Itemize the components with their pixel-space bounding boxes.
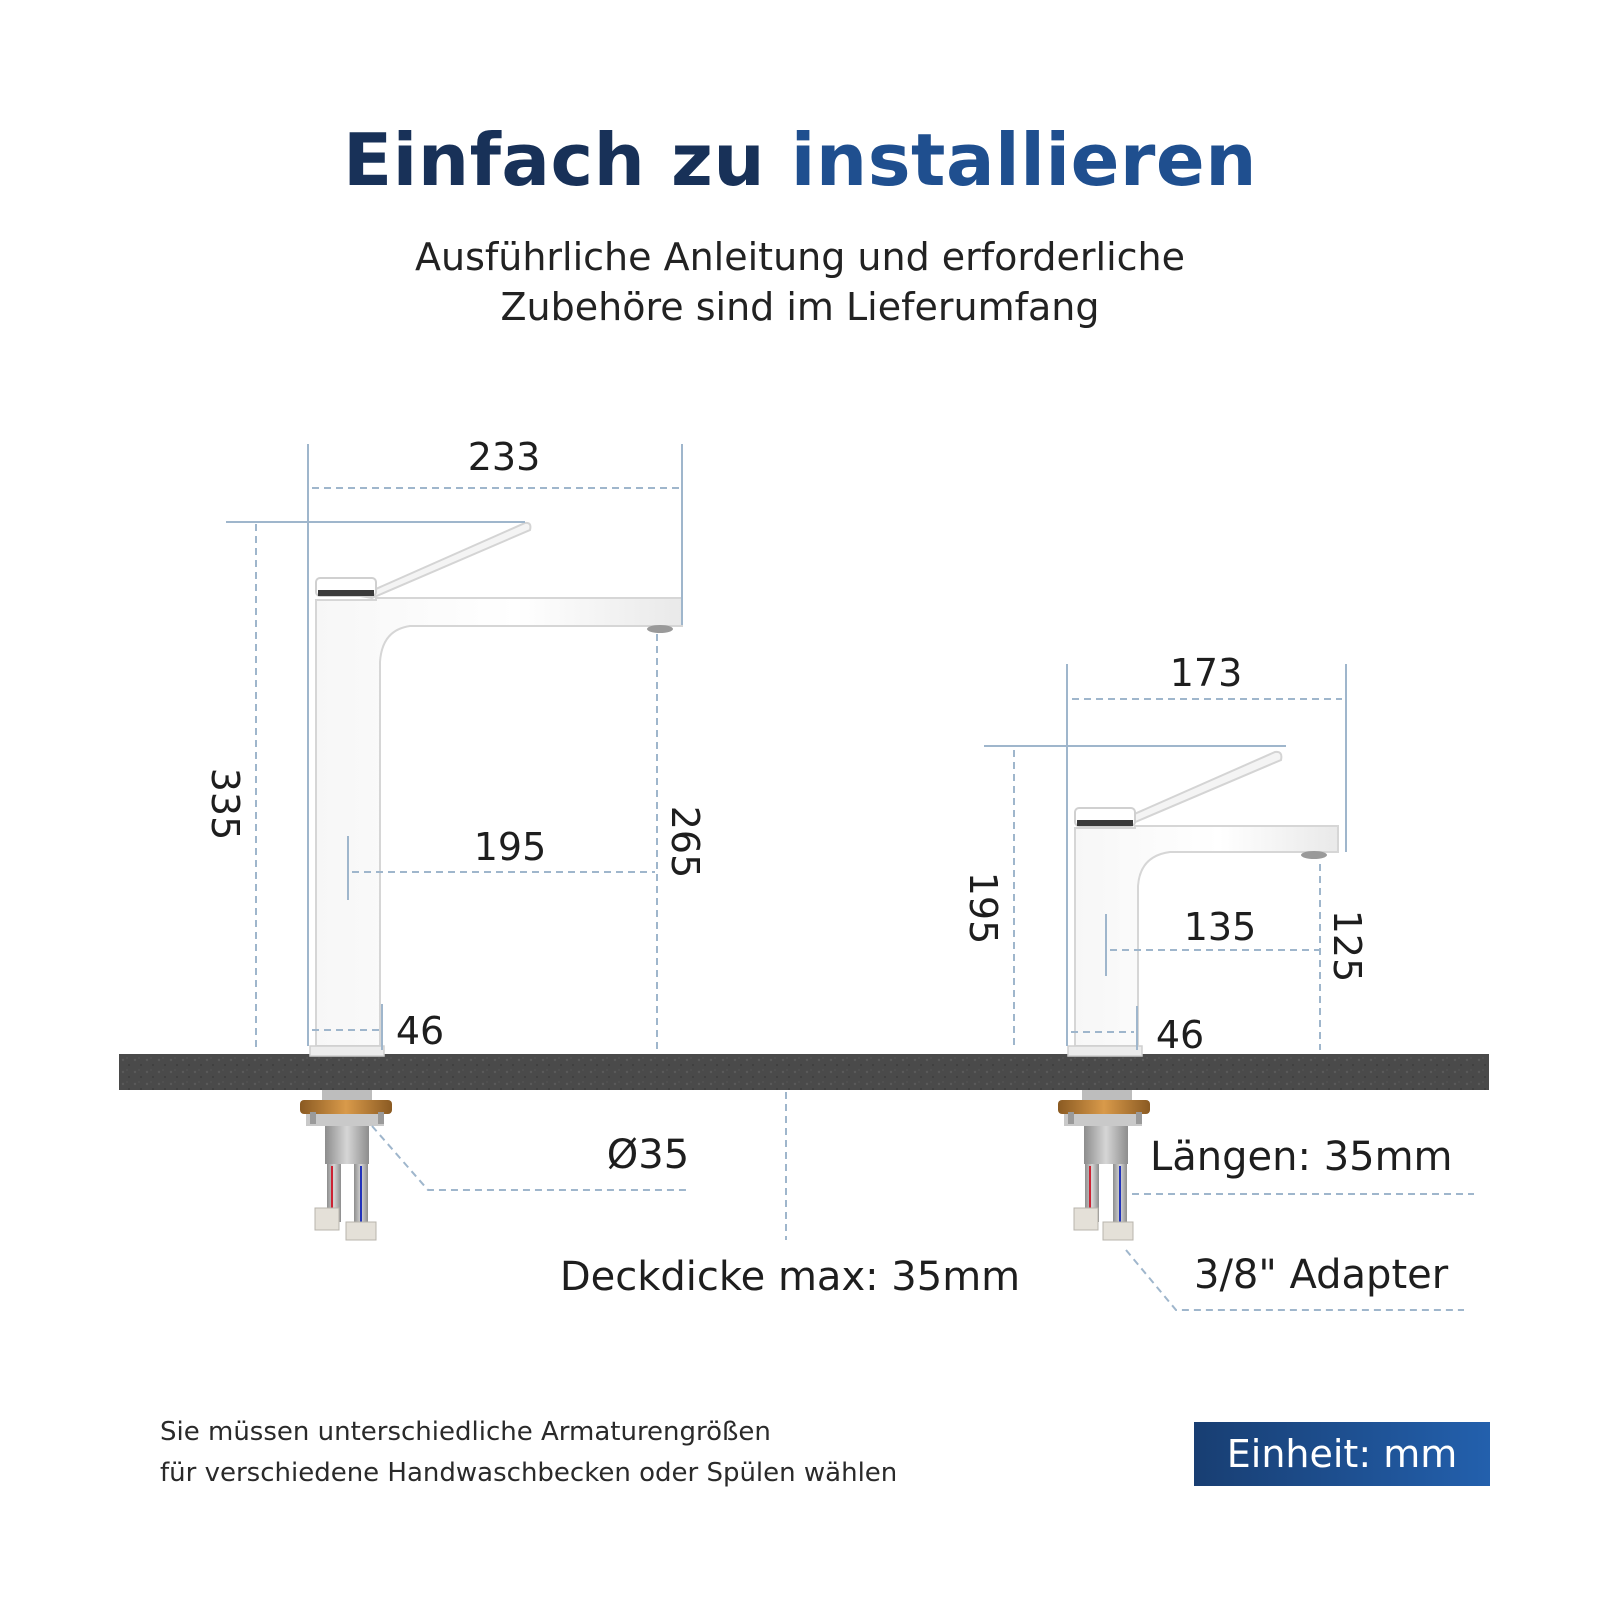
tall-width-label: 233 xyxy=(467,435,541,479)
subtitle-line-1: Ausführliche Anleitung und erforderliche xyxy=(415,235,1185,279)
length-label: Längen: 35mm xyxy=(1150,1134,1453,1180)
tall-height-label: 335 xyxy=(203,767,247,841)
short-spout-reach-label: 135 xyxy=(1183,905,1257,949)
tall-spout-height-label: 265 xyxy=(663,805,707,879)
short-height-label: 195 xyxy=(961,871,1005,945)
diameter-label: Ø35 xyxy=(606,1132,690,1178)
short-spout-height-label: 125 xyxy=(1325,909,1369,983)
footnote-line-1: Sie müssen unterschiedliche Armaturengrößen xyxy=(160,1417,771,1447)
short-base-label: 46 xyxy=(1155,1013,1205,1057)
countertop xyxy=(119,1054,1489,1090)
subtitle-line-2: Zubehöre sind im Lieferumfang xyxy=(500,285,1100,329)
tall-spout-reach-label: 195 xyxy=(473,825,547,869)
adapter-label: 3/8" Adapter xyxy=(1194,1252,1449,1298)
tall-base-label: 46 xyxy=(395,1009,445,1053)
short-width-label: 173 xyxy=(1169,651,1243,695)
title-part-1: Einfach zu xyxy=(342,118,766,202)
title-part-2: installieren xyxy=(790,118,1258,202)
unit-badge: Einheit: mm xyxy=(1194,1422,1490,1486)
deck-thickness-label: Deckdicke max: 35mm xyxy=(559,1254,1021,1300)
footnote-line-2: für verschiedene Handwaschbecken oder Spülen wählen xyxy=(160,1458,898,1488)
footnote xyxy=(160,1412,897,1494)
